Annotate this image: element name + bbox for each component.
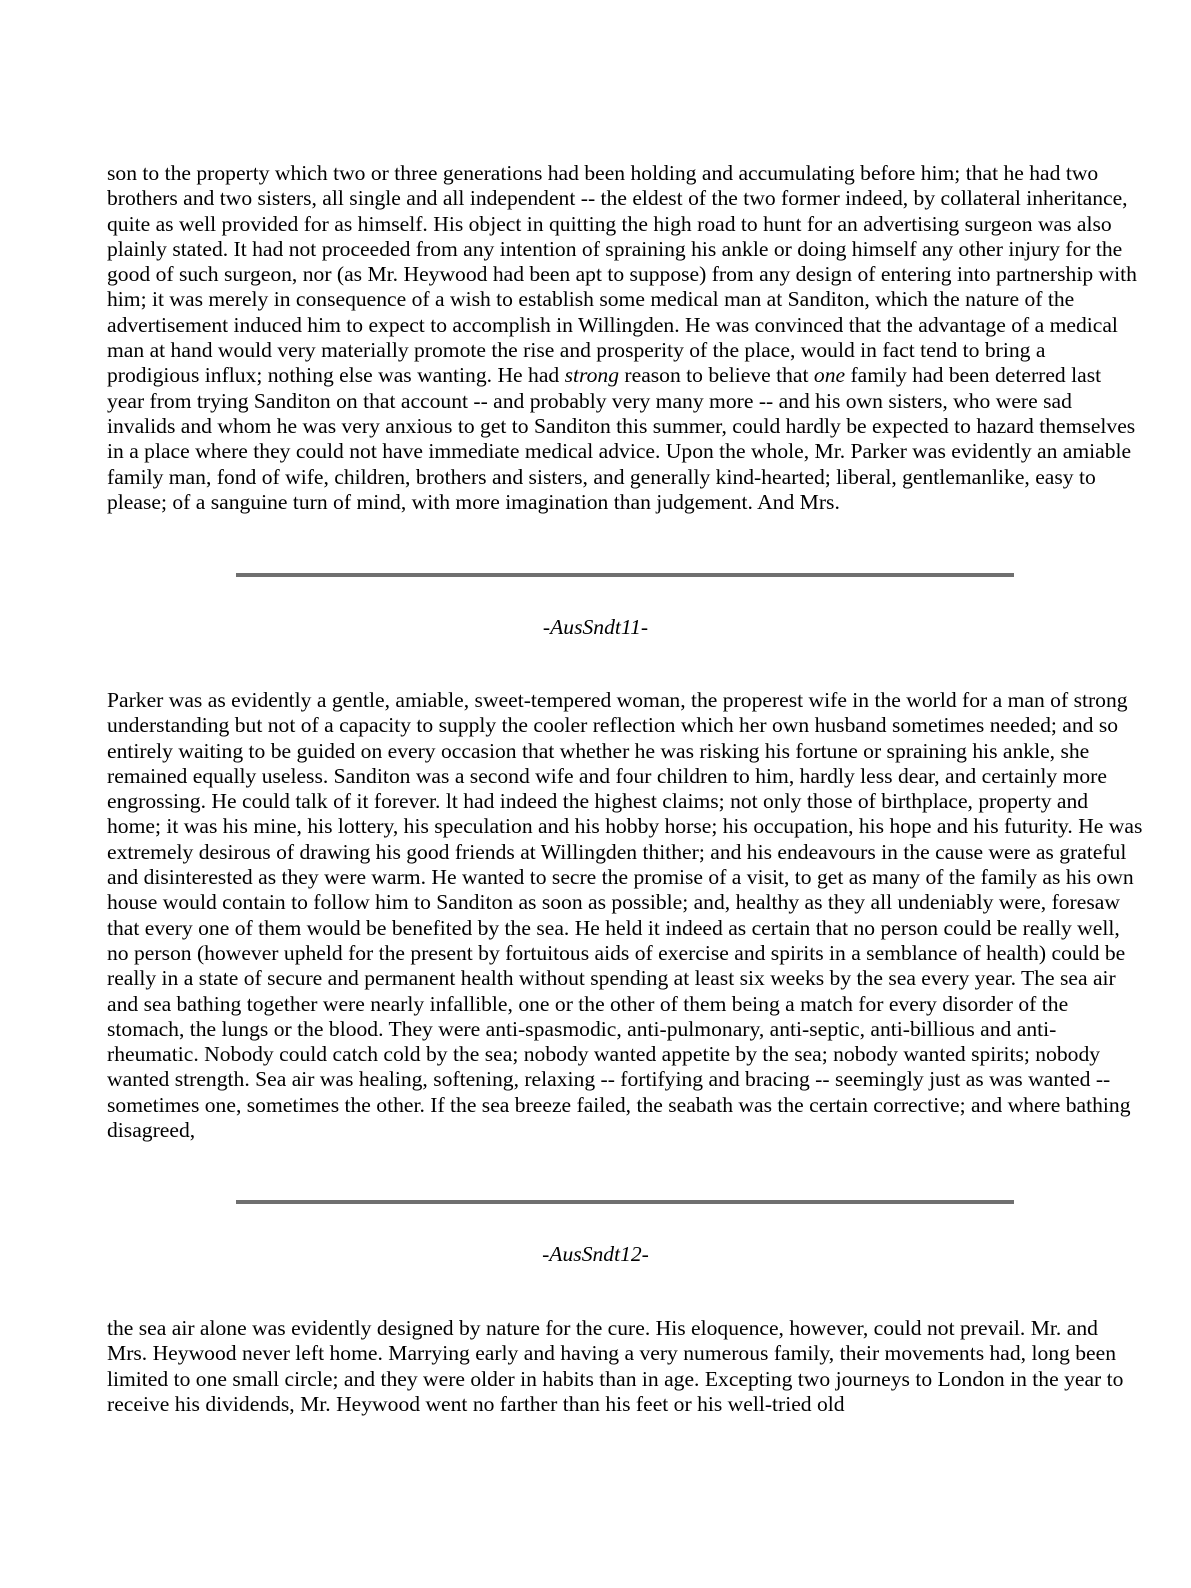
text-run: Parker was as evidently a gentle, amiable, sweet-tempered woman, the properest wife in the world for a man of strong understanding but not of a capacity to supply the cooler reflection which her own husband sometimes needed; and so entirely waiting to be guided on every occasion that whether he was risking his fortune or spraining his ankle, she remained equally useless. Sanditon was a second wife and four children to him, hardly less dear, and certainly more engrossing. He could talk of it forever. lt had indeed the highest claims; not only those of birthplace, property and home; it was his mine, his lottery, his speculation and his hobby horse; his occupation, his hope and his futurity. He was extremely desirous of drawing his good friends at Willingden thither; and his endeavours in the cause were as grateful and disinterested as they were warm. He wanted to secre the promise of a visit, to get as many of the family as his own house would contain to follow him to Sanditon as soon as possible; and, healthy as they all undeniably were, foresaw that every one of them would be benefited by the sea. He held it indeed as certain that no person could be really well, no person (however upheld for the present by fortuitous aids of exercise and spirits in a semblance of health) could be really in a state of secure and permanent health without spending at least six weeks by the sea every year. The sea air and sea bathing together were nearly infallible, one or the other of them being a match for every disorder of the stomach, the lungs or the blood. They were anti-spasmodic, anti-pulmonary, anti-septic, anti-billious and anti-rheumatic. Nobody could catch cold by the sea; nobody wanted appetite by the sea; nobody wanted spirits; nobody wanted strength. Sea air was healing, softening, relaxing -- fortifying and bracing -- seemingly just as was wanted -- sometimes one, sometimes the other. If the sea breeze failed, the seabath was the certain corrective; and where bathing disagreed, <box>107 688 1143 1143</box>
page-divider <box>236 1200 1014 1204</box>
text-run: son to the property which two or three generations had been holding and accumulating before him; that he had two brothers and two sisters, all single and all independent -- the eldest of the two former indeed, by collateral inheritance, quite as well provided for as himself. His object in quitting the high road to hunt for an advertising surgeon was also plainly stated. It had not proceeded from any intention of spraining his ankle or doing himself any other injury for the good of such surgeon, nor (as Mr. Heywood had been apt to suppose) from any design of entering into partnership with him; it was merely in consequence of a wish to establish some medical man at Sanditon, which the nature of the advertisement induced him to expect to accomplish in Willingden. He was convinced that the advantage of a medical man at hand would very materially promote the rise and prosperity of the place, would in fact tend to bring a prodigious influx; nothing else was wanting. He had <box>107 161 1137 388</box>
page-marker: -AusSndt11- <box>542 615 649 639</box>
text-run: the sea air alone was evidently designed by nature for the cure. His eloquence, however, could not prevail. Mr. and Mrs. Heywood never left home. Marrying early and having a very numerous family, their movements had, long been limited to one small circle; and they were older in habits than in age. Excepting two journeys to London in the year to receive his dividends, Mr. Heywood went no farther than his feet or his well-tried old <box>107 1316 1124 1416</box>
body-paragraph <box>107 1316 1143 1417</box>
page-divider <box>236 573 1014 577</box>
body-paragraph <box>107 688 1143 1143</box>
text-run: reason to believe that <box>619 363 814 388</box>
italic-text: one <box>813 363 846 388</box>
italic-text: strong <box>564 363 620 388</box>
text-run: family had been deterred last year from trying Sanditon on that account -- and probably very many more -- and his own sisters, who were sad invalids and whom he was very anxious to get to Sanditon this summer, could hardly be expected to hazard themselves in a place where they could not have immediate medical advice. Upon the whole, Mr. Parker was evidently an amiable family man, fond of wife, children, brothers and sisters, and generally kind-hearted; liberal, gentlemanlike, easy to please; of a sanguine turn of mind, with more imagination than judgement. And Mrs. <box>107 363 1136 514</box>
page-marker: -AusSndt12- <box>542 1242 649 1266</box>
body-paragraph <box>107 161 1143 515</box>
